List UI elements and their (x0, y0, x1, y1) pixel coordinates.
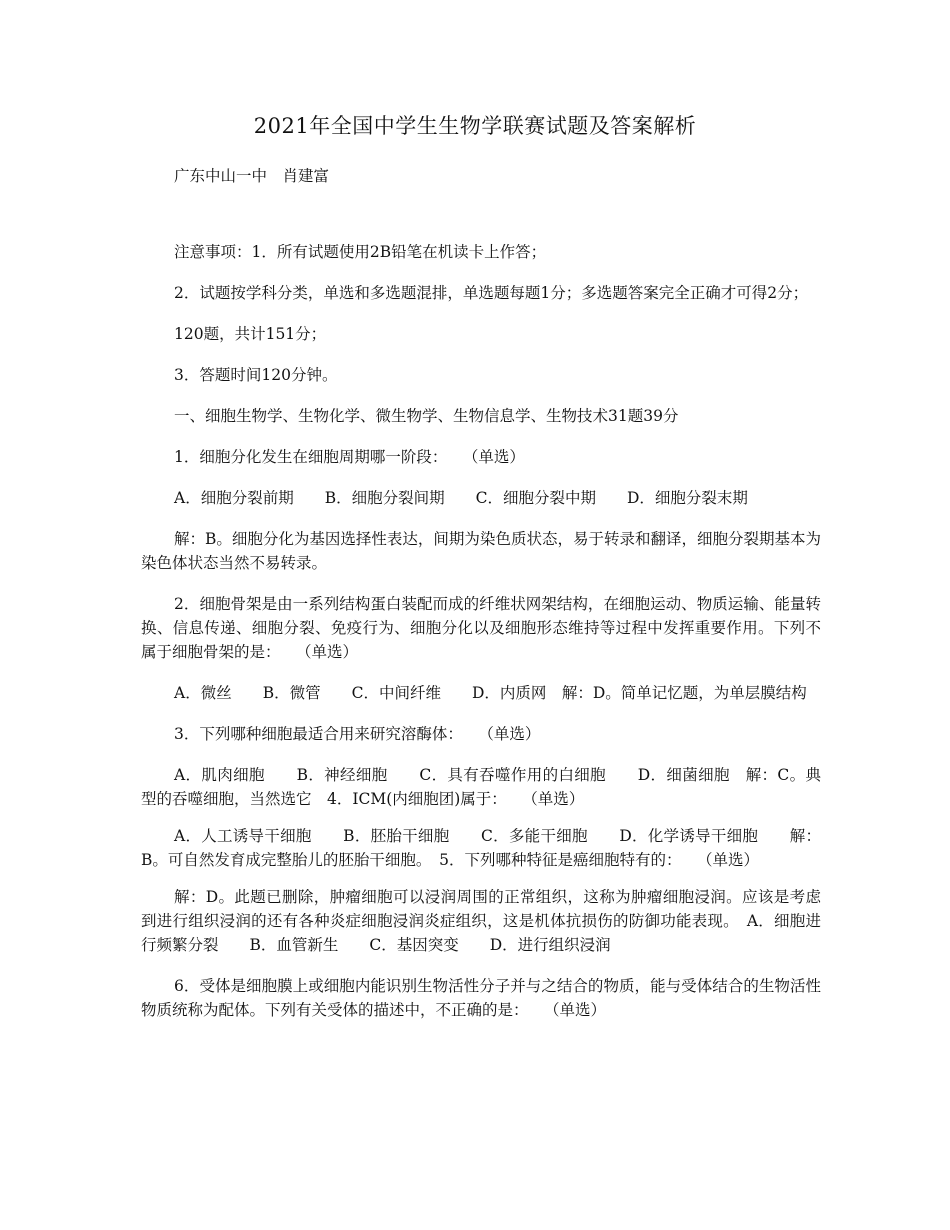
question-2: 2．细胞骨架是由一系列结构蛋白装配而成的纤维状网架结构，在细胞运动、物质运输、能量转换、信息传递、细胞分裂、免疫行为、细胞分化以及细胞形态维持等过程中发挥重要作用。下列不属于细胞骨架的是： （单选） (141, 595, 821, 661)
question-2-options-answer: A．微丝 B．微管 C．中间纤维 D．内质网 解：D。简单记忆题，为单层膜结构 (174, 684, 807, 702)
question-1-answer: 解：B。细胞分化为基因选择性表达，间期为染色质状态，易于转录和翻译，细胞分裂期基本为染色体状态当然不易转录。 (141, 530, 821, 572)
document-title: 2021年全国中学生生物学联赛试题及答案解析 (253, 114, 697, 138)
notice-item-2: 2．试题按学科分类，单选和多选题混排，单选题每题1分；多选题答案完全正确才可得2分； (174, 284, 809, 302)
author-line: 广东中山一中 肖建富 (174, 167, 330, 185)
question-1: 1．细胞分化发生在细胞周期哪一阶段： （单选） (174, 448, 525, 466)
question-3-options-answer: A．肌肉细胞 B．神经细胞 C．具有吞噬作用的白细胞 D．细菌细胞 解：C。典型的吞噬细胞，当然选它 4．ICM(内细胞团)属于： （单选） (141, 766, 821, 808)
notice-item-3: 3．答题时间120分钟。 (174, 366, 338, 384)
question-1-options: A．细胞分裂前期 B．细胞分裂间期 C．细胞分裂中期 D．细胞分裂末期 (174, 489, 748, 507)
question-5-answer-options: 解：D。此题已删除，肿瘤细胞可以浸润周围的正常组织，这称为肿瘤细胞浸润。应该是考虑到进行组织浸润的还有各种炎症细胞浸润炎症组织，这是机体抗损伤的防御功能表现。 A．细胞进行频繁分裂 B．血管新生 C．基因突变 D．进行组织浸润 (141, 888, 821, 954)
section-heading: 一、细胞生物学、生物化学、微生物学、生物信息学、生物技术31题39分 (174, 407, 679, 425)
notice-item-1: 注意事项：1．所有试题使用2B铅笔在机读卡上作答； (174, 243, 547, 261)
notice-total: 120题，共计151分； (174, 325, 327, 343)
document-body (141, 240, 821, 1039)
question-6: 6．受体是细胞膜上或细胞内能识别生物活性分子并与之结合的物质，能与受体结合的生物活性物质统称为配体。下列有关受体的描述中，不正确的是： （单选） (141, 977, 821, 1019)
question-3: 3．下列哪种细胞最适合用来研究溶酶体： （单选） (174, 725, 541, 743)
question-4-options-answer: A．人工诱导干细胞 B．胚胎干细胞 C．多能干细胞 D．化学诱导干细胞 解：B。可自然发育成完整胎儿的胚胎干细胞。 5．下列哪种特征是癌细胞特有的： （单选） (141, 827, 821, 869)
